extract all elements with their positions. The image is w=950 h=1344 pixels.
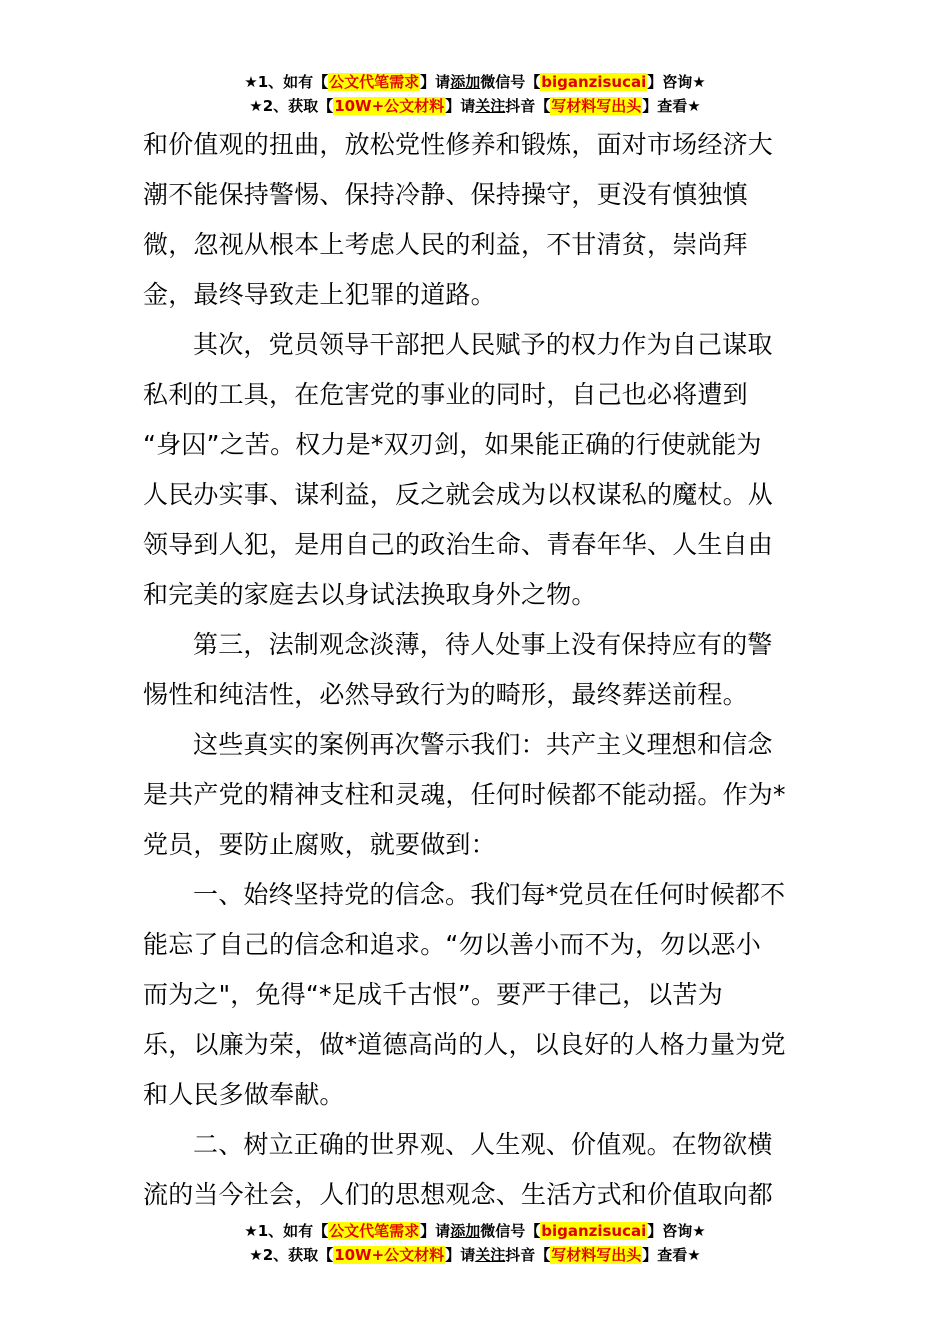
body-line: 而为之"，免得“*足成千古恨”。要严于律己，以苦为: [143, 980, 723, 1009]
paragraph-start-line: 这些真实的案例再次警示我们：共产主义理想和信念: [193, 730, 773, 759]
body-line: 和人民多做奉献。: [143, 1080, 345, 1109]
body-line: 能忘了自己的信念和追求。“勿以善小而不为，勿以恶小: [143, 930, 761, 959]
banner-line-2: [0, 94, 950, 118]
banner-text: 】请: [420, 73, 451, 91]
footer-banner: [0, 1219, 950, 1267]
banner-text: 】请: [445, 1246, 476, 1264]
body-line: 和价值观的扭曲，放松党性修养和锻炼，面对市场经济大: [143, 130, 774, 159]
header-banner: [0, 70, 950, 118]
banner-line-2: [0, 1243, 950, 1267]
highlight-text: biganzisucai: [541, 1222, 647, 1240]
underlined-text: 关注: [475, 1246, 506, 1264]
paragraph-start-line: 一、始终坚持党的信念。我们每*党员在任何时候都不: [193, 880, 786, 909]
body-line: 惕性和纯洁性，必然导致行为的畸形，最终葬送前程。: [143, 680, 748, 709]
underlined-text: 添加: [450, 1222, 481, 1240]
body-line: 是共产党的精神支柱和灵魂，任何时候都不能动摇。作为*: [143, 780, 786, 809]
body-line: 金，最终导致走上犯罪的道路。: [143, 280, 496, 309]
paragraph-start-line: 第三，法制观念淡薄，待人处事上没有保持应有的警: [193, 630, 773, 659]
banner-text: 微信号【: [480, 1222, 541, 1240]
body-line: 乐，以廉为荣，做*道德高尚的人，以良好的人格力量为党: [143, 1030, 786, 1059]
banner-text: 微信号【: [480, 73, 541, 91]
banner-text: 】查看★: [642, 97, 701, 115]
document-body: [143, 120, 808, 1220]
banner-line-1: [0, 1219, 950, 1243]
body-line: 私利的工具，在危害党的事业的同时，自己也必将遭到: [143, 380, 748, 409]
banner-text: 】咨询★: [647, 73, 706, 91]
body-line: 人民办实事、谋利益，反之就会成为以权谋私的魔杖。从: [143, 480, 774, 509]
body-line: 潮不能保持警惕、保持冷静、保持操守，更没有慎独慎: [143, 180, 748, 209]
highlight-text: 写材料写出头: [551, 97, 642, 115]
highlight-text: 公文代笔需求: [329, 1222, 420, 1240]
body-line: 领导到人犯，是用自己的政治生命、青春年华、人生自由: [143, 530, 774, 559]
underlined-text: 添加: [450, 73, 481, 91]
banner-line-1: [0, 70, 950, 94]
banner-text: ★2、获取【: [249, 97, 334, 115]
highlight-text: 10W+公文材料: [334, 97, 445, 115]
banner-text: 】请: [445, 97, 476, 115]
banner-text: ★1、如有【: [244, 73, 329, 91]
banner-text: 】咨询★: [647, 1222, 706, 1240]
banner-text: ★2、获取【: [249, 1246, 334, 1264]
highlight-text: 写材料写出头: [551, 1246, 642, 1264]
body-line: 党员，要防止腐败，就要做到：: [143, 830, 496, 859]
highlight-text: biganzisucai: [541, 73, 647, 91]
highlight-text: 10W+公文材料: [334, 1246, 445, 1264]
banner-text: 】请: [420, 1222, 451, 1240]
highlight-text: 公文代笔需求: [329, 73, 420, 91]
paragraph-start-line: 二、树立正确的世界观、人生观、价值观。在物欲横: [193, 1130, 773, 1159]
paragraph-start-line: 其次，党员领导干部把人民赋予的权力作为自己谋取: [193, 330, 773, 359]
banner-text: 抖音【: [505, 1246, 551, 1264]
underlined-text: 关注: [475, 97, 506, 115]
body-line: “身囚”之苦。权力是*双刃剑，如果能正确的行使就能为: [143, 430, 762, 459]
body-line: 流的当今社会，人们的思想观念、生活方式和价值取向都: [143, 1180, 774, 1209]
body-line: 和完美的家庭去以身试法换取身外之物。: [143, 580, 597, 609]
banner-text: ★1、如有【: [244, 1222, 329, 1240]
body-line: 微，忽视从根本上考虑人民的利益，不甘清贫，崇尚拜: [143, 230, 748, 259]
banner-text: 】查看★: [642, 1246, 701, 1264]
banner-text: 抖音【: [505, 97, 551, 115]
